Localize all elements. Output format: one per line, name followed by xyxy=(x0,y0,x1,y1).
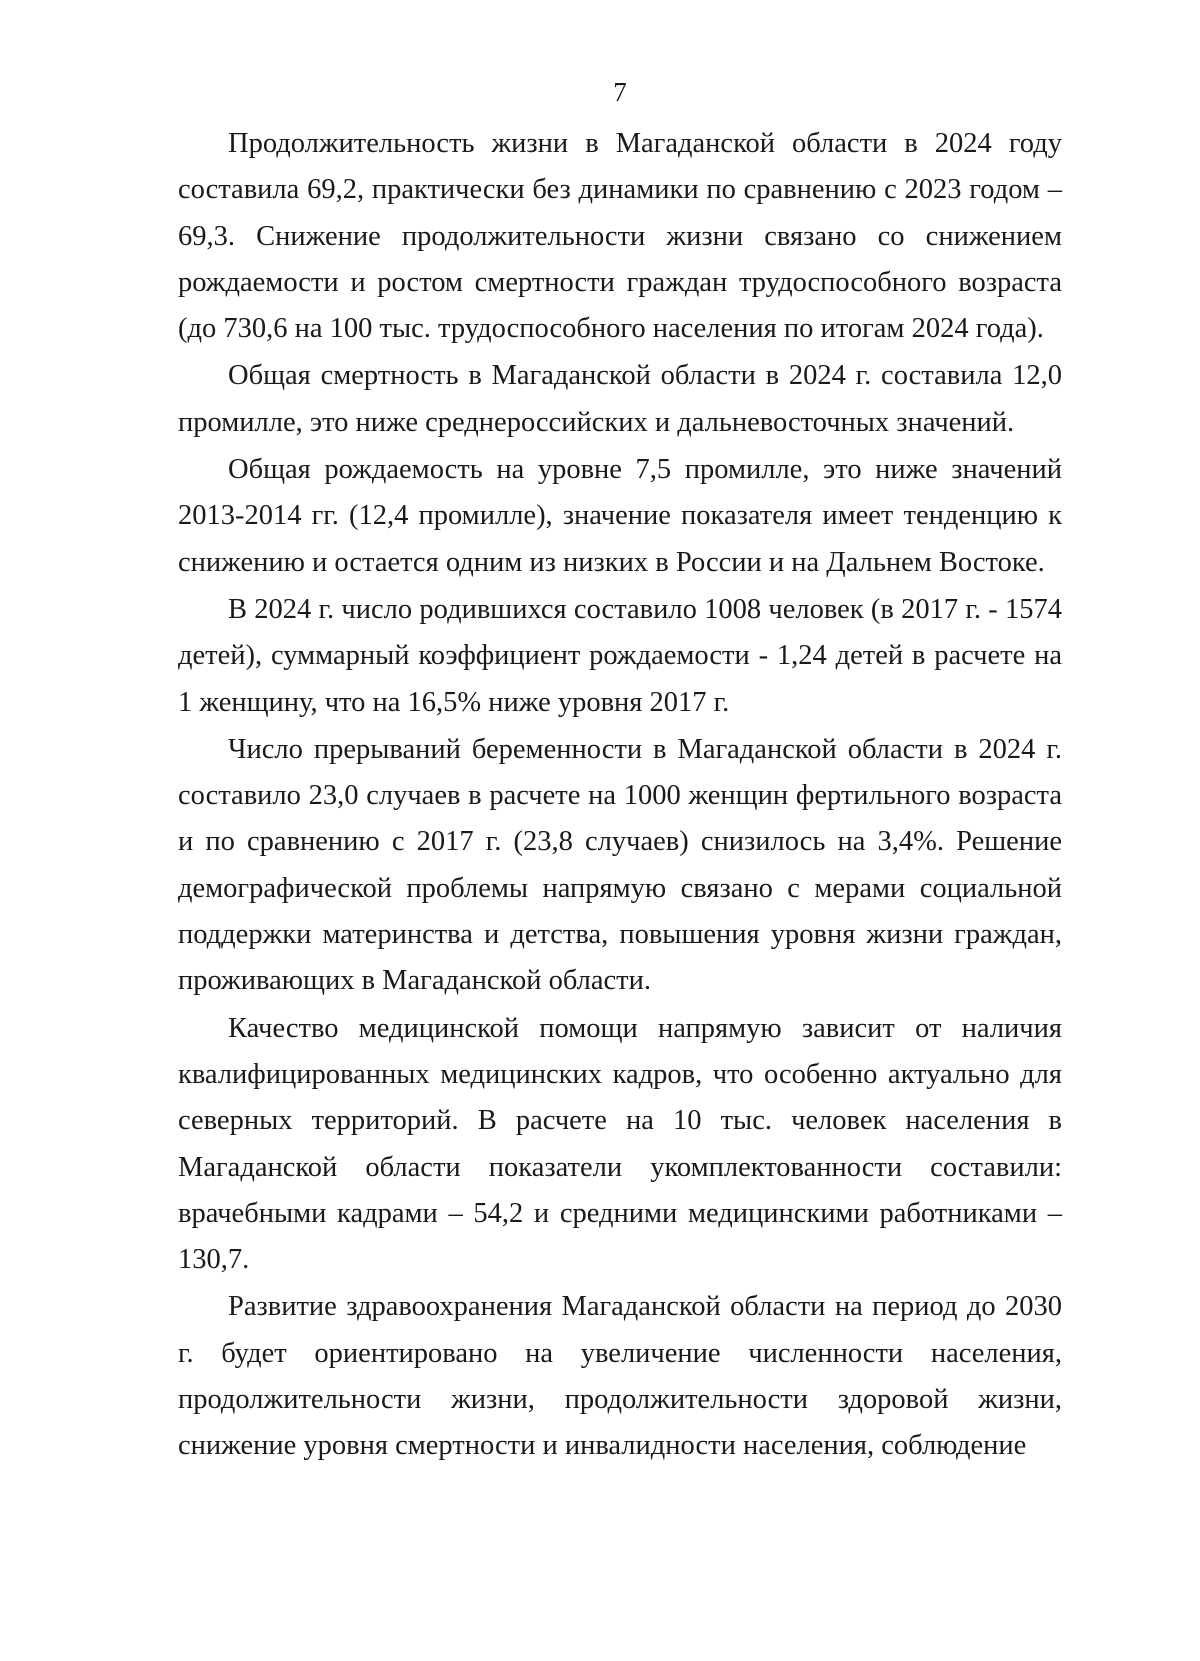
document-body xyxy=(178,121,1062,1471)
paragraph-development: Развитие здравоохранения Магаданской области на период до 2030 г. будет ориентировано на увеличение численности населения, продолжительности жизни, продолжительности здоровой жизни, снижение уровня смертности и инвалидности населения, соблюдение xyxy=(178,1291,1062,1462)
page-number: 7 xyxy=(613,77,627,107)
paragraph-births-count: В 2024 г. число родившихся составило 1008 человек (в 2017 г. - 1574 детей), суммарный коэффициент рождаемости - 1,24 детей в расчете на 1 женщину, что на 16,5% ниже уровня 2017 г. xyxy=(178,593,1062,718)
paragraph-life-expectancy: Продолжительность жизни в Магаданской области в 2024 году составила 69,2, практически без динамики по сравнению с 2023 годом – 69,3. Снижение продолжительности жизни связано со снижением рождаемости и ростом смертности граждан трудоспособного возраста (до 730,6 на 100 тыс. трудоспособного населения по итогам 2024 года). xyxy=(178,128,1062,345)
paragraph-medical-staff: Качество медицинской помощи напрямую зависит от наличия квалифицированных медицинских кадров, что особенно актуально для северных территорий. В расчете на 10 тыс. человек населения в Магаданской области показатели укомплектованности составили: врачебными кадрами – 54,2 и средними медицинскими работниками – 130,7. xyxy=(178,1012,1062,1276)
paragraph-mortality: Общая смертность в Магаданской области в 2024 г. составила 12,0 промилле, это ниже среднероссийских и дальневосточных значений. xyxy=(178,360,1062,438)
paragraph-abortions: Число прерываний беременности в Магаданской области в 2024 г. составило 23,0 случаев в расчете на 1000 женщин фертильного возраста и по сравнению с 2017 г. (23,8 случаев) снизилось на 3,4%. Решение демографической проблемы напрямую связано с мерами социальной поддержки материнства и детства, повышения уровня жизни граждан, проживающих в Магаданской области. xyxy=(178,733,1062,997)
paragraph-birth-rate: Общая рождаемость на уровне 7,5 промилле, это ниже значений 2013-2014 гг. (12,4 промилле), значение показателя имеет тенденцию к снижению и остается одним из низких в России и на Дальнем Востоке. xyxy=(178,454,1062,578)
